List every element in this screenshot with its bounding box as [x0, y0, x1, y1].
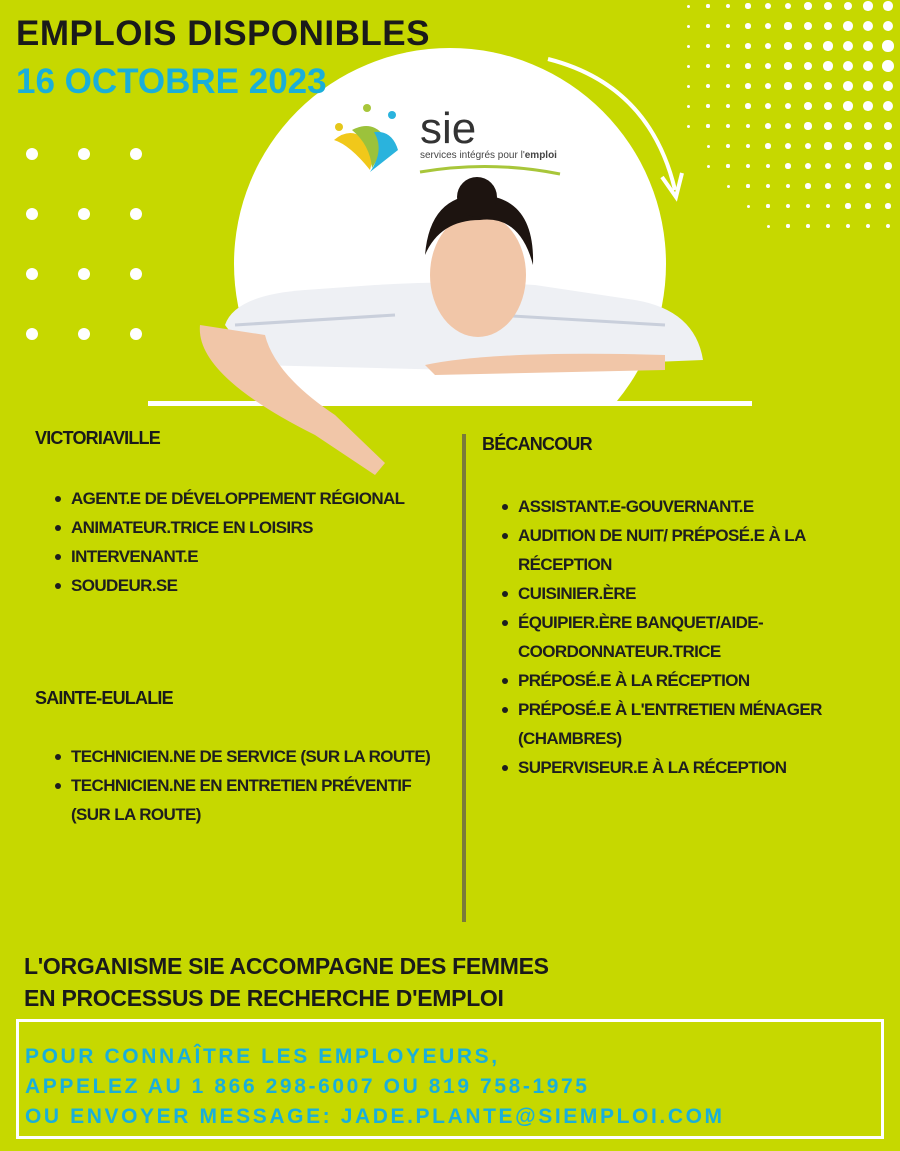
job-item: PRÉPOSÉ.E À LA RÉCEPTION	[502, 666, 882, 695]
decor-dot	[785, 123, 791, 129]
decor-dot	[26, 328, 38, 340]
decor-dot	[806, 204, 810, 208]
column-divider	[462, 434, 466, 922]
decor-dot	[884, 122, 893, 131]
decor-dot	[130, 208, 142, 220]
decor-dot	[844, 122, 852, 130]
decor-dot	[726, 104, 730, 108]
decor-dot	[78, 148, 90, 160]
decor-dot	[785, 163, 790, 168]
decor-dot	[747, 205, 750, 208]
job-list-becancour	[502, 492, 882, 782]
contact-line-1: POUR CONNAÎTRE LES EMPLOYEURS,	[25, 1045, 500, 1068]
decor-dot	[767, 225, 770, 228]
job-item: ÉQUIPIER.ÈRE BANQUET/AIDE-COORDONNATEUR.TRICE	[502, 608, 882, 666]
decor-dot	[726, 24, 730, 28]
decor-dot	[825, 183, 831, 189]
logo-wordmark: sie	[420, 104, 477, 153]
organization-statement	[24, 950, 549, 1014]
decor-dot	[26, 208, 38, 220]
decor-dot	[805, 183, 810, 188]
decor-dot	[745, 103, 750, 108]
job-item: ANIMATEUR.TRICE EN LOISIRS	[55, 513, 415, 542]
decor-dot	[687, 105, 690, 108]
decor-dot	[804, 42, 812, 50]
decor-dot	[785, 103, 792, 110]
decor-dot	[726, 44, 731, 49]
decor-dot	[766, 204, 769, 207]
decor-dot	[786, 224, 789, 227]
decor-dot	[805, 163, 811, 169]
decor-dot	[863, 21, 873, 31]
decor-dot	[766, 184, 770, 188]
woman-photo	[195, 175, 715, 475]
decor-dot	[845, 183, 851, 189]
decor-dot	[863, 81, 873, 91]
decor-dot	[884, 142, 892, 150]
section-heading-sainte-eulalie: SAINTE-EULALIE	[35, 688, 173, 708]
decor-dot	[885, 183, 891, 189]
decor-dot	[745, 3, 750, 8]
decor-dot	[765, 143, 770, 148]
decor-dot	[863, 101, 873, 111]
section-heading-victoriaville: VICTORIAVILLE	[35, 428, 160, 448]
decor-dot	[823, 41, 832, 50]
decor-dot	[687, 125, 690, 128]
job-item: AGENT.E DE DÉVELOPPEMENT RÉGIONAL	[55, 484, 415, 513]
decor-dot	[845, 163, 852, 170]
decor-dot	[804, 102, 812, 110]
decor-dot	[746, 164, 750, 168]
tagline-bold: emploi	[524, 150, 557, 161]
job-list-sainte-eulalie	[55, 742, 435, 829]
contact-line-3-email[interactable]: OU ENVOYER MESSAGE: JADE.PLANTE@SIEMPLOI.COM	[25, 1105, 725, 1128]
decor-dot	[804, 122, 811, 129]
decor-dot	[844, 2, 853, 11]
decor-dot	[864, 162, 871, 169]
job-item: SOUDEUR.SE	[55, 571, 415, 600]
decor-dot	[687, 25, 690, 28]
contact-line-2-phone[interactable]: APPELEZ AU 1 866 298-6007 OU 819 758-1975	[25, 1075, 590, 1098]
decor-dot	[745, 43, 751, 49]
decor-dot	[883, 21, 893, 31]
decor-dot	[864, 142, 872, 150]
decor-dot	[863, 41, 874, 52]
tagline-prefix: services intégrés pour l'	[420, 150, 525, 161]
decor-dot	[883, 1, 893, 11]
decor-dot	[745, 23, 750, 28]
decor-dot	[687, 65, 690, 68]
decor-dot	[727, 185, 730, 188]
decor-dot	[26, 268, 38, 280]
decor-dot	[765, 103, 771, 109]
decor-dot	[824, 82, 833, 91]
job-list-victoriaville	[55, 484, 415, 600]
decor-dot	[26, 148, 38, 160]
decor-dot	[726, 64, 731, 69]
decor-dot	[825, 163, 831, 169]
decor-dot	[826, 204, 831, 209]
decor-dot	[765, 43, 771, 49]
decor-dot	[687, 5, 690, 8]
decor-dot	[784, 22, 791, 29]
decor-dot	[726, 4, 730, 8]
decor-dot	[865, 183, 871, 189]
logo-tagline	[420, 150, 557, 161]
decor-dot	[78, 208, 90, 220]
decor-dot	[706, 44, 710, 48]
job-item: INTERVENANT.E	[55, 542, 415, 571]
decor-dot	[765, 123, 771, 129]
decor-dot	[726, 84, 731, 89]
job-item: AUDITION DE NUIT/ PRÉPOSÉ.E À LA RÉCEPTION	[502, 521, 882, 579]
decor-dot	[130, 148, 142, 160]
decor-dot	[707, 145, 710, 148]
decor-dot	[864, 122, 873, 131]
decor-dot	[78, 268, 90, 280]
decor-dot	[843, 81, 853, 91]
decor-dot	[824, 102, 832, 110]
decor-dot	[843, 21, 853, 31]
decor-dot	[884, 162, 891, 169]
decor-dot	[765, 83, 771, 89]
decor-dot	[765, 63, 771, 69]
decor-dot	[886, 224, 890, 228]
org-line-1: L'ORGANISME SIE ACCOMPAGNE DES FEMMES	[24, 953, 549, 979]
decor-dot	[746, 124, 751, 129]
decor-dot	[863, 1, 872, 10]
decor-dot	[824, 22, 833, 31]
decor-dot	[726, 124, 730, 128]
job-item: SUPERVISEUR.E À LA RÉCEPTION	[502, 753, 882, 782]
decor-dot	[784, 62, 791, 69]
decor-dot	[785, 143, 791, 149]
decor-dot	[687, 45, 690, 48]
decor-dot	[804, 22, 812, 30]
decor-dot	[885, 203, 890, 208]
decor-dot	[706, 84, 710, 88]
decor-dot	[726, 144, 730, 148]
decor-dot	[746, 184, 749, 187]
decor-dot	[844, 142, 852, 150]
decor-dot	[706, 24, 710, 28]
decor-dot	[823, 61, 832, 70]
decor-dot	[882, 40, 893, 51]
decor-dot	[846, 224, 850, 228]
decor-dot	[806, 224, 810, 228]
decor-dot	[707, 165, 710, 168]
job-item: TECHNICIEN.NE EN ENTRETIEN PRÉVENTIF (SUR LA ROUTE)	[55, 771, 435, 829]
decor-dot	[786, 184, 791, 189]
job-item: PRÉPOSÉ.E À L'ENTRETIEN MÉNAGER (CHAMBRES)	[502, 695, 882, 753]
decor-dot	[784, 42, 791, 49]
date-heading: 16 OCTOBRE 2023	[16, 62, 327, 101]
decor-dot	[865, 203, 870, 208]
decor-dot	[78, 328, 90, 340]
decor-dot	[824, 142, 831, 149]
decor-dot	[824, 122, 832, 130]
decor-dot	[706, 4, 709, 7]
decor-dot	[745, 83, 750, 88]
section-heading-becancour: BÉCANCOUR	[482, 434, 592, 454]
decor-dot	[130, 328, 142, 340]
decor-dot	[805, 143, 812, 150]
org-line-2: EN PROCESSUS DE RECHERCHE D'EMPLOI	[24, 985, 504, 1011]
decor-dot	[706, 124, 709, 127]
decor-dot	[130, 268, 142, 280]
job-item: TECHNICIEN.NE DE SERVICE (SUR LA ROUTE)	[55, 742, 435, 771]
decor-dot	[706, 104, 709, 107]
contact-box	[16, 1019, 884, 1139]
decor-dot	[843, 41, 853, 51]
decor-dot	[804, 62, 812, 70]
job-item: CUISINIER.ÈRE	[502, 579, 882, 608]
decor-dot	[845, 203, 850, 208]
decor-dot	[745, 63, 751, 69]
decor-dot	[863, 61, 874, 72]
decor-dot	[786, 204, 790, 208]
decor-dot	[804, 2, 812, 10]
decor-dot	[843, 101, 852, 110]
page-title: EMPLOIS DISPONIBLES	[16, 14, 430, 53]
decor-dot	[824, 2, 832, 10]
decor-dot	[687, 85, 690, 88]
decor-dot	[726, 164, 729, 167]
decor-dot	[826, 224, 830, 228]
decor-dot	[785, 3, 792, 10]
decor-dot	[843, 61, 853, 71]
job-item: ASSISTANT.E-GOUVERNANT.E	[502, 492, 882, 521]
decor-dot	[784, 82, 791, 89]
decor-dot	[766, 164, 771, 169]
decor-dot	[746, 144, 750, 148]
decor-dot	[882, 60, 894, 72]
decor-dot	[765, 23, 771, 29]
decor-dot	[883, 101, 893, 111]
decor-dot	[706, 64, 710, 68]
decor-dot	[866, 224, 870, 228]
decor-dot	[765, 3, 771, 9]
decor-dot	[804, 82, 812, 90]
decor-dot	[883, 81, 894, 92]
